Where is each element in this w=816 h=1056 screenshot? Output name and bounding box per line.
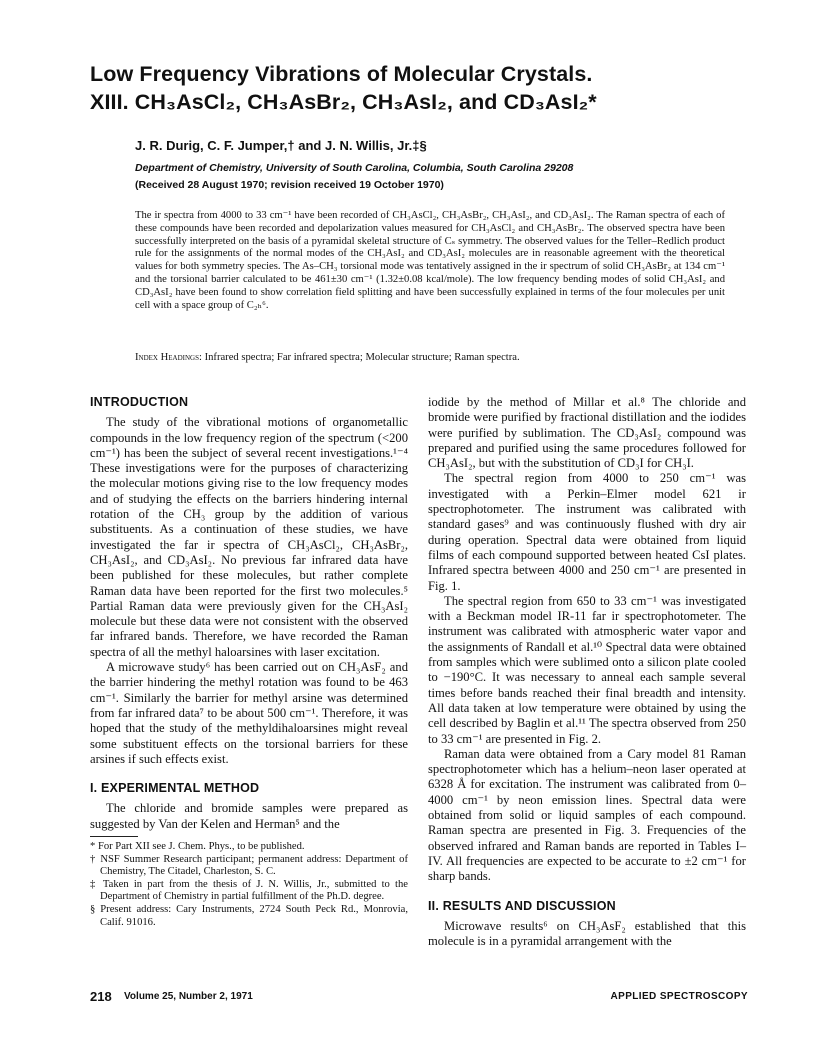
title-line-1: Low Frequency Vibrations of Molecular Crystals. [90, 62, 593, 86]
experimental-method-heading: I. EXPERIMENTAL METHOD [90, 781, 260, 796]
authors: J. R. Durig, C. F. Jumper,† and J. N. Willis, Jr.‡§ [135, 138, 427, 153]
index-headings-text: Infrared spectra; Far infrared spectra; Molecular structure; Raman spectra. [201, 352, 520, 363]
footnote: § Present address: Cary Instruments, 2724 South Peck Rd., Monrovia, Calif. 91016. [90, 903, 408, 928]
right-column [428, 395, 746, 949]
footnote-rule [90, 836, 138, 837]
experimental-method-paragraph-1: The chloride and bromide samples were prepared as suggested by Van der Kelen and Herman⁵ and the [90, 801, 408, 831]
left-column [90, 395, 408, 929]
method-paragraph-ir: The spectral region from 4000 to 250 cm⁻¹ was investigated with a Perkin–Elmer model 621 ir spectrophotometer. The instrument was calibrated with standard gases⁹ and was continuously flushed with dry air during operation. Spectral data were obtained from liquid films of each compound supported between heated CsI plates. Infrared spectra between 4000 and 250 cm⁻¹ are presented in Fig. 1. [428, 471, 746, 593]
method-paragraph-continued: iodide by the method of Millar et al.⁸ The chloride and bromide were purified by fractional distillation and the iodides were purified by sublimation. The CD₃AsI₂ compound was prepared and purified using the same procedures followed for CH₃AsI₂, but with the substitution of CD₃I for CH₃I. [428, 395, 746, 471]
introduction-paragraph-1: The study of the vibrational motions of organometallic compounds in the low frequency region of the spectrum (<200 cm⁻¹) has been the subject of several recent investigations.¹⁻⁴ These investigations were for the purposes of characterizing the molecular motions giving rise to the low frequency modes and of studying the effects on the barriers hindering internal rotation of the CH₃ group by the addition of various substituents. As a continuation of these studies, we have investigated the far ir spectra of CH₃AsCl₂, CH₃AsBr₂, CH₃AsI₂, and CD₃AsI₂. No previous far infrared data have been published for these molecules, but rather complete Raman data have been reported for the first two molecules.⁵ Partial Raman data were previously given for the CH₃AsI₂ molecule but these data were not consistent with the observed far infrared bands. Therefore, we have recorded the Raman spectra of all the methyl haloarsines with laser excitation. [90, 415, 408, 659]
article-title [90, 60, 750, 116]
received-dates: (Received 28 August 1970; revision received 19 October 1970) [135, 179, 444, 191]
page-number: 218 [90, 989, 112, 1004]
footnote: * For Part XII see J. Chem. Phys., to be published. [90, 841, 305, 853]
introduction-heading: INTRODUCTION [90, 395, 189, 409]
method-paragraph-far-ir: The spectral region from 650 to 33 cm⁻¹ was investigated with a Beckman model IR-11 far ir spectrophotometer. The instrument was calibrated with atmospheric water vapor and the assignments of Randall et al.¹⁰ Spectral data were obtained from samples which were sublimed onto a silicon plate cooled to −190°C. It was necessary to anneal each sample several times before bands reached their final breadth and intensity. All data taken at low temperature were obtained by using the cell described by Baglin et al.¹¹ The spectra observed from 250 to 33 cm⁻¹ are presented in Fig. 2. [428, 593, 746, 746]
affiliation: Department of Chemistry, University of South Carolina, Columbia, South Carolina 29208 [135, 162, 574, 174]
introduction-paragraph-2: A microwave study⁶ has been carried out on CH₃AsF₂ and the barrier hindering the methyl rotation was found to be 463 cm⁻¹. Similarly the barrier for methyl arsine was determined from far infrared data⁷ to be about 500 cm⁻¹. Therefore, it was hoped that the study of the methyldihaloarsines might reveal some substituent effects on the torsional barriers for these arsines if such effects exist. [90, 660, 408, 766]
footnote: ‡ Taken in part from the thesis of J. N. Willis, Jr., submitted to the Department of Chemistry in partial fulfillment of the Ph.D. degree. [90, 878, 408, 903]
title-line-2: XIII. CH₃AsCl₂, CH₃AsBr₂, CH₃AsI₂, and CD₃AsI₂* [90, 90, 597, 114]
index-headings-label: Index Headings: [135, 352, 202, 363]
results-heading: II. RESULTS AND DISCUSSION [428, 898, 616, 913]
footnote: † NSF Summer Research participant; permanent address: Department of Chemistry, The Citadel, Charleston, S. C. [90, 853, 408, 878]
index-headings [135, 352, 735, 363]
results-paragraph-1: Microwave results⁶ on CH₃AsF₂ established that this molecule is in a pyramidal arrangement with the [428, 918, 746, 949]
method-paragraph-raman: Raman data were obtained from a Cary model 81 Raman spectrophotometer which has a helium–neon laser operated at 6328 Å for excitation. The instrument was calibrated from 0–4000 cm⁻¹ by neon emission lines. Spectral data were obtained from solid or liquid samples of each compound. Raman spectra are presented in Fig. 3. Frequencies of the observed infrared and Raman bands are reported in Tables I–IV. All frequencies are expected to be accurate to ±2 cm⁻¹ for sharp bands. [428, 746, 746, 884]
journal-name: APPLIED SPECTROSCOPY [610, 991, 748, 1002]
abstract: The ir spectra from 4000 to 33 cm⁻¹ have been recorded of CH₃AsCl₂, CH₃AsBr₂, CH₃AsI₂, and CD₃AsI₂. The Raman spectra of each of these compounds have been recorded and depolarization values measured for CH₃AsCl₂ and CH₃AsBr₂. The observed spectra have been successfully interpreted on the basis of a pyramidal skeletal structure of Cₛ symmetry. The observed values for the Teller–Redlich product rule for the assignments of the normal modes of the CH₃AsI₂ and CD₃AsI₂ molecules are in reasonable agreement with the theoretical values for both symmetry species. The As–CH₃ torsional mode was tentatively assigned in the ir spectrum of solid CH₃AsBr₂ at 134 cm⁻¹ and the torsional barrier calculated to be 461±30 cm⁻¹ (1.32±0.08 kcal/mole). The low frequency bending modes of solid CH₃AsI₂ and CD₃AsI₂ have been found to show correlation field splitting and have been successfully explained in terms of the four molecules per unit cell with a space group of C₂ₕ⁶. [135, 210, 725, 311]
journal-issue: Volume 25, Number 2, 1971 [124, 991, 253, 1002]
